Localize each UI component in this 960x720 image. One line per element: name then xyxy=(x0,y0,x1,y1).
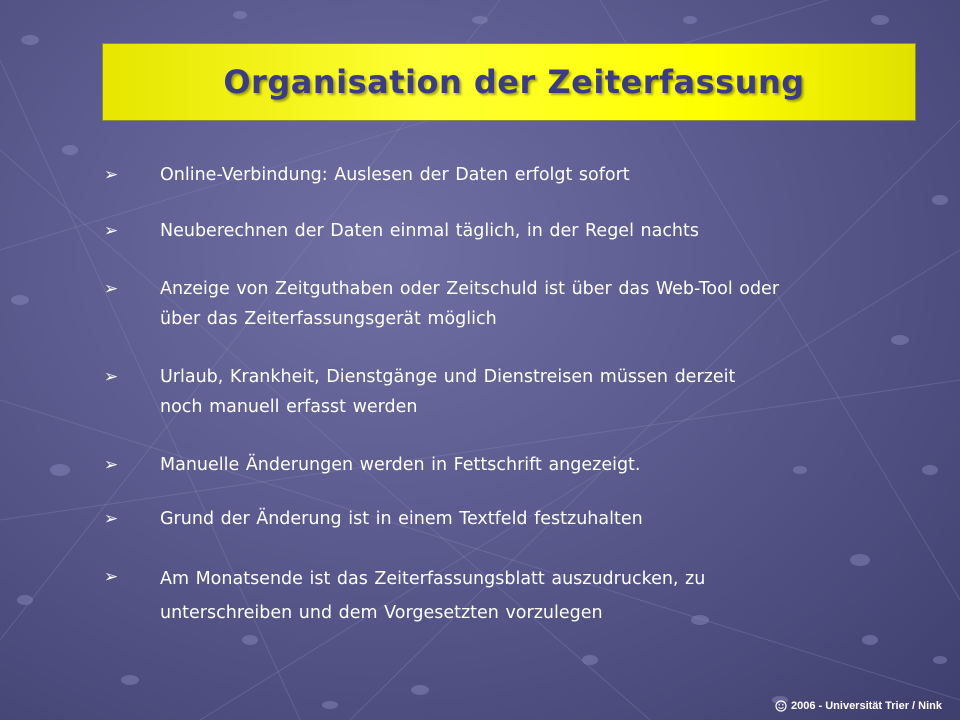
arrow-bullet-icon: ➢ xyxy=(104,509,119,529)
list-item xyxy=(104,562,832,630)
list-item xyxy=(104,160,840,190)
bullet-text: Anzeige von Zeitguthaben oder Zeitschuld ist über das Web-Tool oder über das Zeiterfassungsgerät möglich xyxy=(160,279,780,329)
list-item xyxy=(104,216,840,246)
slide-title: Organisation der Zeiterfassung xyxy=(223,63,805,101)
list-item xyxy=(104,450,840,480)
bullet-text: Am Monatsende ist das Zeiterfassungsblatt auszudrucken, zu unterschreiben und dem Vorgesetzten vorzulegen xyxy=(160,569,706,623)
arrow-bullet-icon: ➢ xyxy=(104,221,119,241)
arrow-bullet-icon: ➢ xyxy=(104,279,119,299)
title-banner xyxy=(102,43,916,121)
footer-text: 2006 - Universität Trier / Nink xyxy=(790,700,942,712)
list-item xyxy=(104,504,840,534)
arrow-bullet-icon: ➢ xyxy=(104,455,119,475)
bullet-text: Urlaub, Krankheit, Dienstgänge und Dienstreisen müssen derzeit noch manuell erfasst werden xyxy=(160,367,736,417)
bullet-text: Neuberechnen der Daten einmal täglich, in der Regel nachts xyxy=(160,221,700,241)
bullet-text: Online-Verbindung: Auslesen der Daten erfolgt sofort xyxy=(160,165,630,185)
arrow-bullet-icon: ➢ xyxy=(104,367,119,387)
arrow-bullet-icon: ➢ xyxy=(104,165,119,185)
smiley-icon xyxy=(775,700,787,712)
bullet-text: Grund der Änderung ist in einem Textfeld festzuhalten xyxy=(160,509,643,529)
bullet-text: Manuelle Änderungen werden in Fettschrift angezeigt. xyxy=(160,455,641,475)
arrow-bullet-icon: ➢ xyxy=(104,567,119,587)
list-item xyxy=(104,362,780,422)
list-item xyxy=(104,274,820,334)
copyright-footer xyxy=(775,700,942,712)
